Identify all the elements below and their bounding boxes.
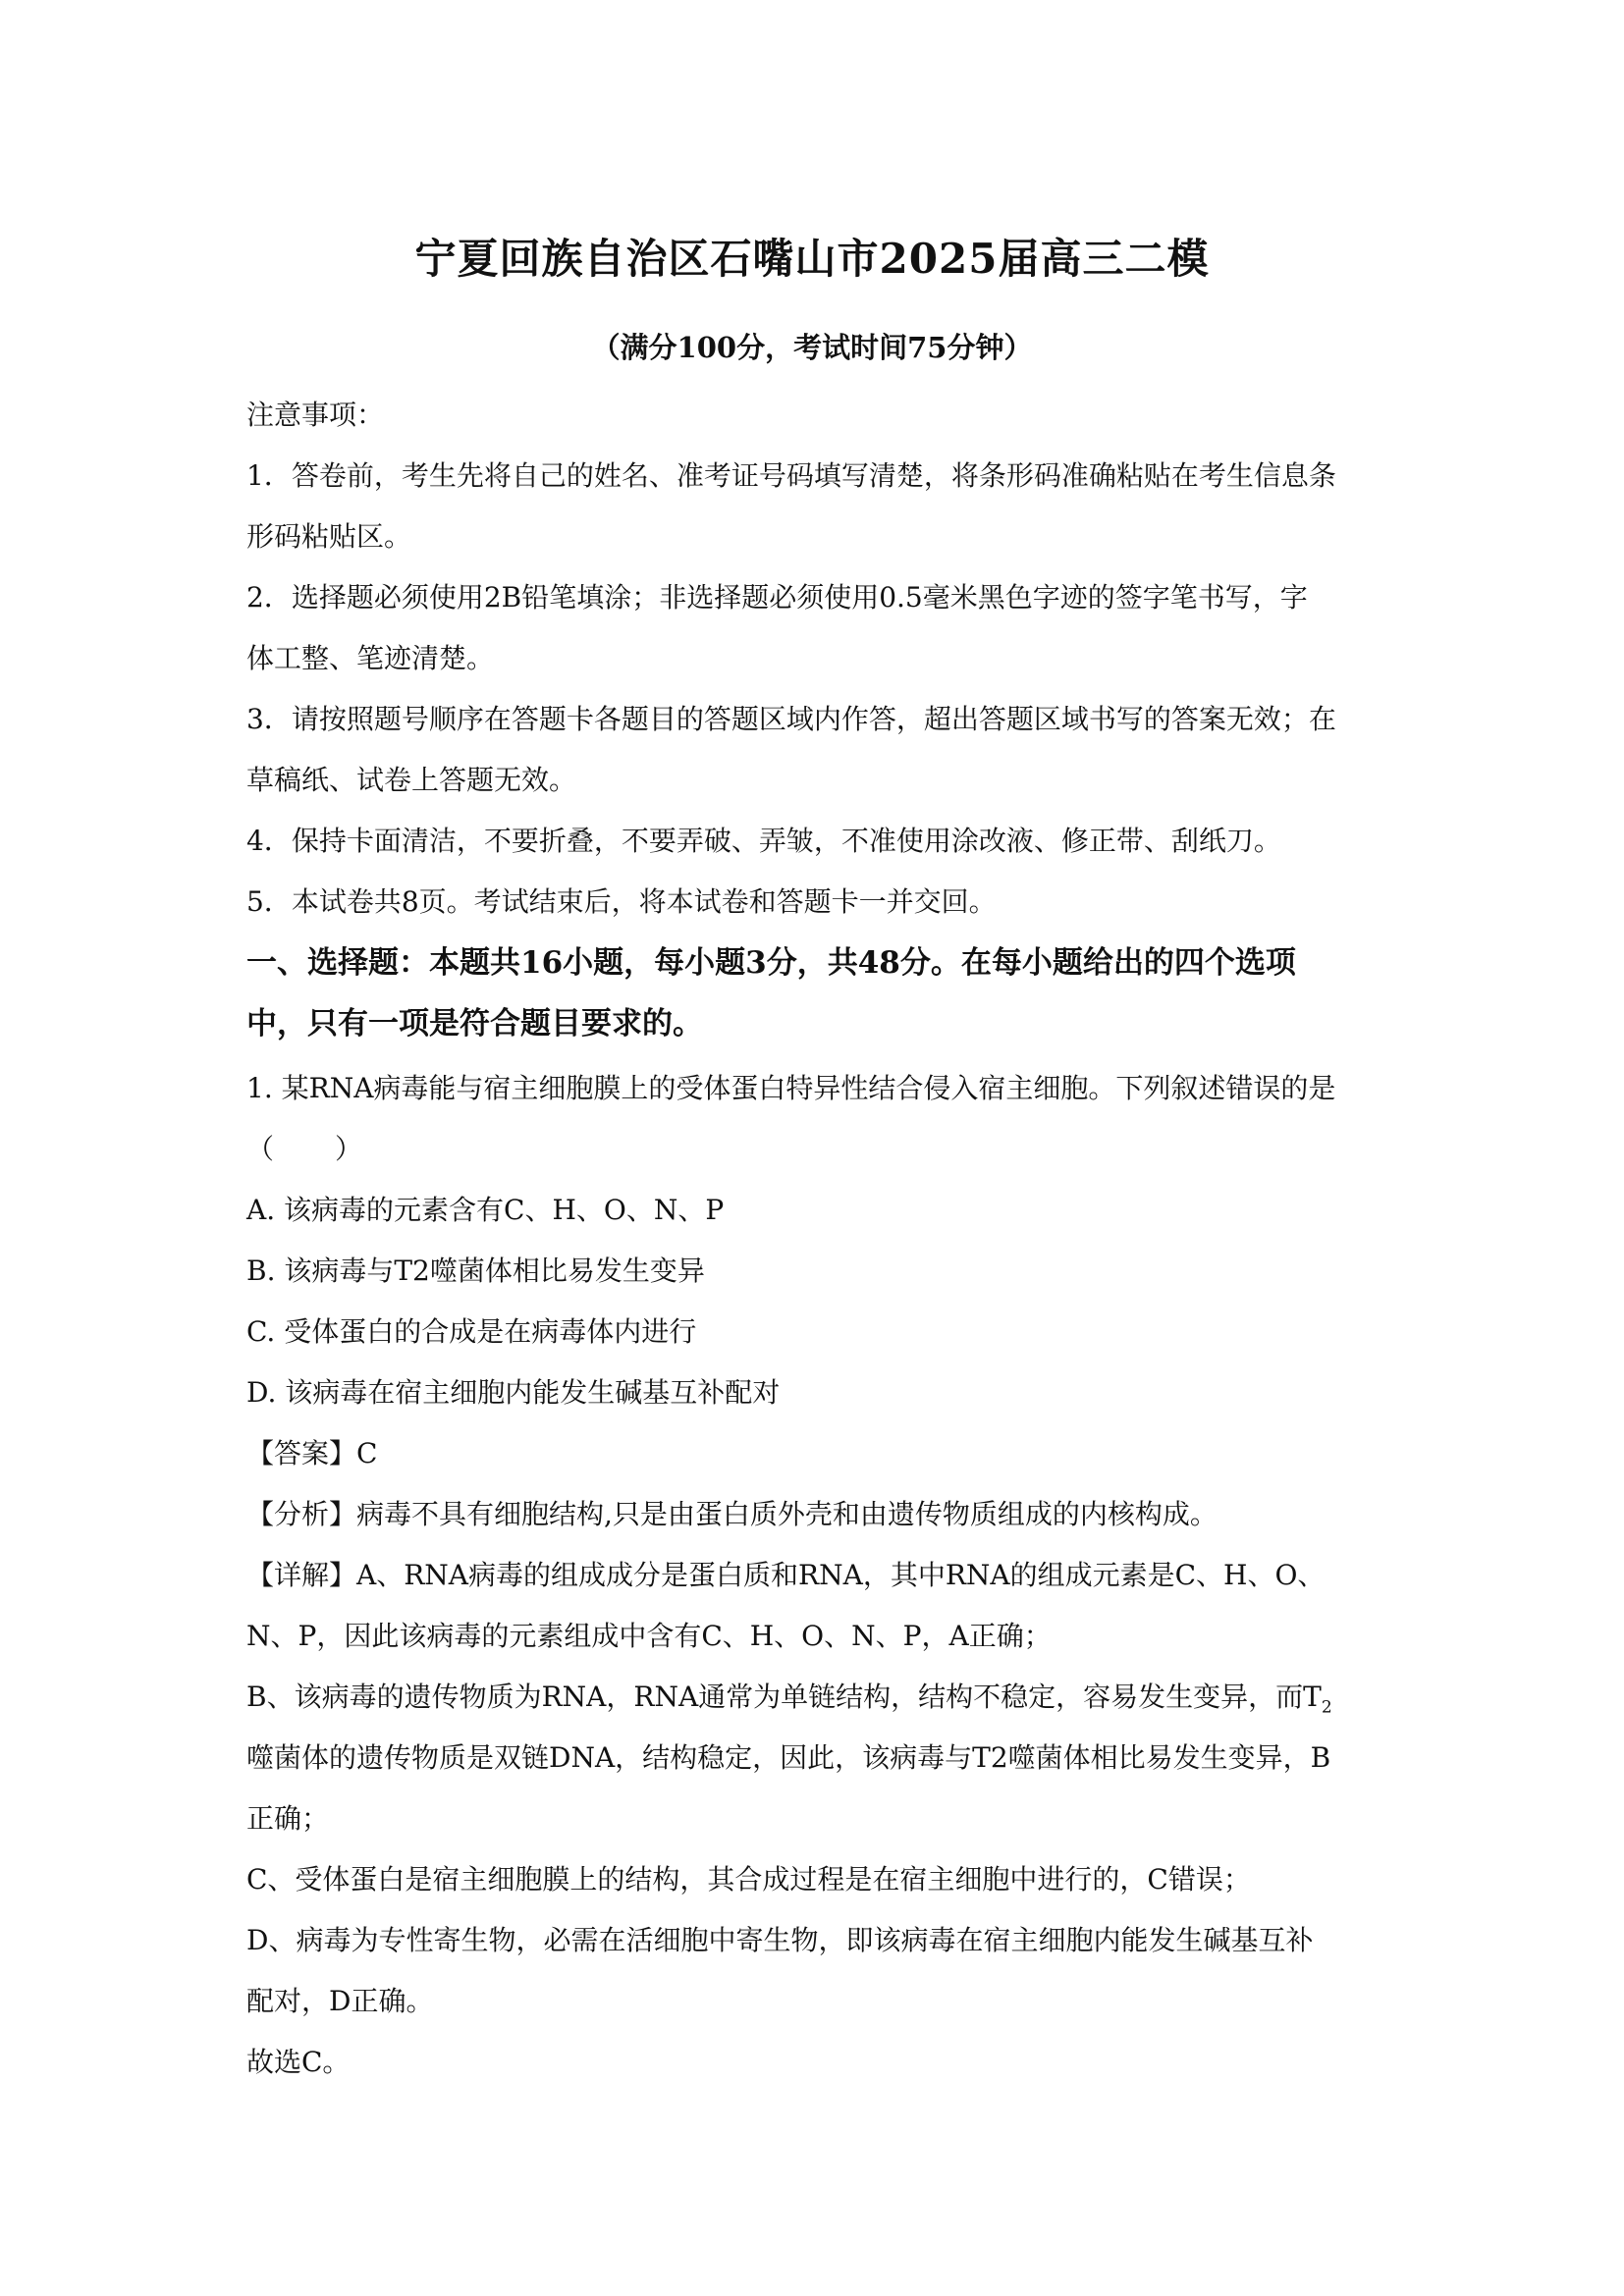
detail-line: 配对，D正确。: [246, 1985, 434, 2017]
analysis-line: 【分析】病毒不具有细胞结构,只是由蛋白质外壳和由遗传物质组成的内核构成。: [246, 1498, 1218, 1530]
notice-item: 草稿纸、试卷上答题无效。: [246, 764, 577, 796]
detail-line: D、病毒为专性寄生物，必需在活细胞中寄生物，即该病毒在宿主细胞内能发生碱基互补: [246, 1924, 1314, 1956]
detail-line: 故选C。: [246, 2046, 351, 2078]
answer-line: 【答案】C: [246, 1437, 378, 1469]
detail-line: [246, 1678, 1332, 1728]
detail-line: 噬菌体的遗传物质是双链DNA，结构稳定，因此，该病毒与T2噬菌体相比易发生变异，B: [246, 1741, 1331, 1774]
notice-item: 形码粘贴区。: [246, 520, 412, 553]
detail-line: 正确；: [246, 1802, 330, 1835]
option-b: B. 该病毒与T2噬菌体相比易发生变异: [246, 1255, 705, 1287]
subscript: 2: [1321, 1697, 1332, 1718]
blank-open: （: [246, 1133, 275, 1165]
detail-text: B、该病毒的遗传物质为RNA，RNA通常为单链结构，结构不稳定，容易发生变异，而T: [246, 1681, 1322, 1713]
notice-item: 2．选择题必须使用2B铅笔填涂；非选择题必须使用0.5毫米黑色字迹的签字笔书写，字: [246, 581, 1308, 614]
notice-item: 1．答卷前，考生先将自己的姓名、准考证号码填写清楚，将条形码准确粘贴在考生信息条: [246, 459, 1336, 492]
detail-line: 【详解】A、RNA病毒的组成成分是蛋白质和RNA，其中RNA的组成元素是C、H、O、: [246, 1559, 1326, 1591]
notice-item: 5．本试卷共8页。考试结束后，将本试卷和答题卡一并交回。: [246, 885, 997, 918]
section-heading: 一、选择题：本题共16小题，每小题3分，共48分。在每小题给出的四个选项: [246, 945, 1296, 981]
option-c: C. 受体蛋白的合成是在病毒体内进行: [246, 1315, 697, 1348]
section-heading-cont: 中，只有一项是符合题目要求的。: [246, 1006, 703, 1041]
blank-close: ）: [335, 1133, 363, 1165]
question-stem: 1. 某RNA病毒能与宿主细胞膜上的受体蛋白特异性结合侵入宿主细胞。下列叙述错误的是: [246, 1072, 1336, 1104]
option-a: A. 该病毒的元素含有C、H、O、N、P: [246, 1194, 725, 1226]
notice-item: 4．保持卡面清洁，不要折叠，不要弄破、弄皱，不准使用涂改液、修正带、刮纸刀。: [246, 825, 1281, 857]
notice-item: 体工整、笔迹清楚。: [246, 642, 495, 674]
option-d: D. 该病毒在宿主细胞内能发生碱基互补配对: [246, 1376, 781, 1409]
detail-line: N、P，因此该病毒的元素组成中含有C、H、O、N、P，A正确；: [246, 1620, 1052, 1652]
answer-blank: [246, 1130, 362, 1169]
detail-line: C、受体蛋白是宿主细胞膜上的结构，其合成过程是在宿主细胞中进行的，C错误；: [246, 1863, 1251, 1896]
page-title: 宁夏回族自治区石嘴山市2025届高三二模: [414, 235, 1210, 283]
notice-heading: 注意事项：: [246, 399, 385, 431]
notice-item: 3．请按照题号顺序在答题卡各题目的答题区域内作答，超出答题区域书写的答案无效；在: [246, 703, 1336, 735]
exam-info: （满分100分，考试时间75分钟）: [591, 331, 1033, 364]
